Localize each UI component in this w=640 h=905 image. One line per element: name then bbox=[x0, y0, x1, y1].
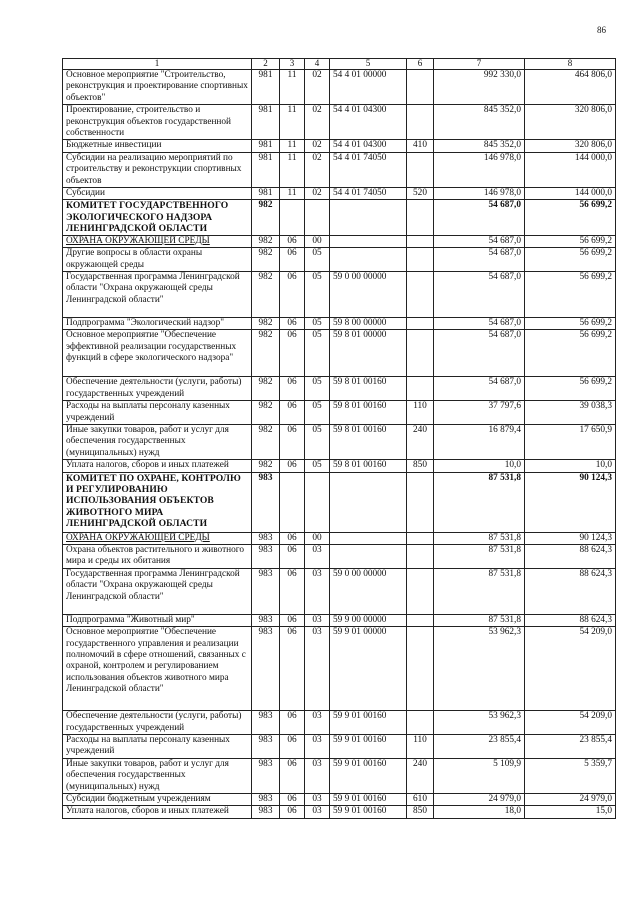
expense-type-cell bbox=[407, 105, 434, 140]
target-article-cell: 59 8 01 00160 bbox=[330, 460, 407, 472]
row-name-cell: Уплата налогов, сборов и иных платежей bbox=[63, 806, 252, 818]
header-cell: 8 bbox=[525, 59, 616, 70]
subsection-code-cell: 00 bbox=[305, 532, 330, 544]
section-code-cell: 06 bbox=[280, 235, 305, 247]
subsection-code-cell: 02 bbox=[305, 140, 330, 152]
amount-year2-cell: 10,0 bbox=[525, 460, 616, 472]
subsection-code-cell: 05 bbox=[305, 271, 330, 317]
amount-year2-cell: 88 624,3 bbox=[525, 568, 616, 614]
amount-year1-cell: 992 330,0 bbox=[434, 70, 525, 105]
table-row bbox=[63, 627, 616, 711]
budget-table bbox=[62, 58, 616, 819]
section-code-cell: 06 bbox=[280, 532, 305, 544]
row-name-cell: Основное мероприятие "Обеспечение эффективной реализации государственных функций в сфере экологического надзора" bbox=[63, 330, 252, 377]
subsection-code-cell: 05 bbox=[305, 460, 330, 472]
row-name-cell: КОМИТЕТ ПО ОХРАНЕ, КОНТРОЛЮ И РЕГУЛИРОВАНИЮ ИСПОЛЬЗОВАНИЯ ОБЪЕКТОВ ЖИВОТНОГО МИРА ЛЕНИНГРАДСКОЙ ОБЛАСТИ bbox=[63, 472, 252, 532]
header-cell: 3 bbox=[280, 59, 305, 70]
amount-year1-cell: 54 687,0 bbox=[434, 271, 525, 317]
table-row bbox=[63, 330, 616, 377]
ministry-code-cell: 982 bbox=[252, 235, 280, 247]
target-article-cell: 59 9 01 00160 bbox=[330, 735, 407, 759]
amount-year1-cell: 845 352,0 bbox=[434, 105, 525, 140]
expense-type-cell: 850 bbox=[407, 806, 434, 818]
section-code-cell: 06 bbox=[280, 806, 305, 818]
amount-year1-cell: 54 687,0 bbox=[434, 330, 525, 377]
section-code-cell: 06 bbox=[280, 248, 305, 272]
ministry-code-cell: 981 bbox=[252, 105, 280, 140]
amount-year2-cell: 23 855,4 bbox=[525, 735, 616, 759]
section-code-cell: 11 bbox=[280, 152, 305, 187]
section-code-cell: 11 bbox=[280, 140, 305, 152]
table-row bbox=[63, 401, 616, 425]
section-code-cell: 06 bbox=[280, 317, 305, 329]
target-article-cell: 54 4 01 74050 bbox=[330, 188, 407, 200]
table-row bbox=[63, 105, 616, 140]
table-row bbox=[63, 758, 616, 793]
amount-year1-cell: 146 978,0 bbox=[434, 152, 525, 187]
header-cell: 1 bbox=[63, 59, 252, 70]
amount-year2-cell: 56 699,2 bbox=[525, 271, 616, 317]
table-row bbox=[63, 424, 616, 459]
amount-year2-cell: 15,0 bbox=[525, 806, 616, 818]
target-article-cell bbox=[330, 544, 407, 568]
amount-year1-cell: 10,0 bbox=[434, 460, 525, 472]
row-name-cell: Расходы на выплаты персоналу казенных учреждений bbox=[63, 735, 252, 759]
expense-type-cell: 110 bbox=[407, 401, 434, 425]
target-article-cell bbox=[330, 472, 407, 532]
row-name-cell: Обеспечение деятельности (услуги, работы) государственных учреждений bbox=[63, 711, 252, 735]
target-article-cell: 59 8 01 00160 bbox=[330, 424, 407, 459]
subsection-code-cell: 05 bbox=[305, 248, 330, 272]
target-article-cell: 59 9 01 00160 bbox=[330, 794, 407, 806]
section-code-cell: 06 bbox=[280, 544, 305, 568]
target-article-cell: 59 8 01 00160 bbox=[330, 377, 407, 401]
ministry-code-cell: 983 bbox=[252, 614, 280, 626]
subsection-code-cell bbox=[305, 472, 330, 532]
target-article-cell: 54 4 01 00000 bbox=[330, 70, 407, 105]
section-row bbox=[63, 532, 616, 544]
row-name-cell: Проектирование, строительство и реконструкция объектов государственной собственности bbox=[63, 105, 252, 140]
ministry-code-cell: 982 bbox=[252, 401, 280, 425]
table-row bbox=[63, 188, 616, 200]
amount-year1-cell: 87 531,8 bbox=[434, 544, 525, 568]
header-cell: 2 bbox=[252, 59, 280, 70]
amount-year2-cell: 17 650,9 bbox=[525, 424, 616, 459]
section-code-cell: 06 bbox=[280, 735, 305, 759]
row-name-cell: Иные закупки товаров, работ и услуг для обеспечения государственных (муниципальных) нужд bbox=[63, 758, 252, 793]
amount-year1-cell: 87 531,8 bbox=[434, 614, 525, 626]
section-code-cell: 06 bbox=[280, 330, 305, 377]
subsection-code-cell bbox=[305, 200, 330, 235]
section-code-cell: 06 bbox=[280, 758, 305, 793]
target-article-cell: 59 8 01 00160 bbox=[330, 401, 407, 425]
expense-type-cell bbox=[407, 330, 434, 377]
expense-type-cell bbox=[407, 614, 434, 626]
ministry-code-cell: 983 bbox=[252, 472, 280, 532]
subsection-code-cell: 02 bbox=[305, 188, 330, 200]
expense-type-cell bbox=[407, 472, 434, 532]
header-cell: 6 bbox=[407, 59, 434, 70]
expense-type-cell bbox=[407, 70, 434, 105]
amount-year1-cell: 54 687,0 bbox=[434, 248, 525, 272]
amount-year1-cell: 54 687,0 bbox=[434, 200, 525, 235]
amount-year2-cell: 88 624,3 bbox=[525, 614, 616, 626]
header-cell: 4 bbox=[305, 59, 330, 70]
department-row bbox=[63, 200, 616, 235]
amount-year1-cell: 146 978,0 bbox=[434, 188, 525, 200]
section-code-cell: 06 bbox=[280, 568, 305, 614]
table-row bbox=[63, 152, 616, 187]
amount-year2-cell: 464 806,0 bbox=[525, 70, 616, 105]
amount-year2-cell: 56 699,2 bbox=[525, 248, 616, 272]
section-code-cell: 11 bbox=[280, 70, 305, 105]
section-code-cell: 06 bbox=[280, 794, 305, 806]
amount-year2-cell: 56 699,2 bbox=[525, 317, 616, 329]
amount-year2-cell: 56 699,2 bbox=[525, 200, 616, 235]
expense-type-cell bbox=[407, 317, 434, 329]
amount-year2-cell: 90 124,3 bbox=[525, 472, 616, 532]
table-row bbox=[63, 248, 616, 272]
section-code-cell: 11 bbox=[280, 105, 305, 140]
amount-year2-cell: 39 038,3 bbox=[525, 401, 616, 425]
subsection-code-cell: 05 bbox=[305, 330, 330, 377]
ministry-code-cell: 982 bbox=[252, 424, 280, 459]
subsection-code-cell: 05 bbox=[305, 424, 330, 459]
subsection-code-cell: 03 bbox=[305, 711, 330, 735]
subsection-code-cell: 03 bbox=[305, 568, 330, 614]
table-row bbox=[63, 711, 616, 735]
row-name-cell: Субсидии bbox=[63, 188, 252, 200]
table-row bbox=[63, 735, 616, 759]
section-code-cell: 06 bbox=[280, 424, 305, 459]
row-name-cell: Государственная программа Ленинградской области "Охрана окружающей среды Ленинградской области" bbox=[63, 568, 252, 614]
ministry-code-cell: 981 bbox=[252, 152, 280, 187]
row-name-cell: Расходы на выплаты персоналу казенных учреждений bbox=[63, 401, 252, 425]
ministry-code-cell: 983 bbox=[252, 794, 280, 806]
table-row bbox=[63, 317, 616, 329]
row-name-cell: Уплата налогов, сборов и иных платежей bbox=[63, 460, 252, 472]
row-name-cell: Основное мероприятие "Строительство, реконструкция и проектирование спортивных объектов" bbox=[63, 70, 252, 105]
expense-type-cell bbox=[407, 568, 434, 614]
amount-year2-cell: 88 624,3 bbox=[525, 544, 616, 568]
amount-year2-cell: 54 209,0 bbox=[525, 627, 616, 711]
ministry-code-cell: 982 bbox=[252, 200, 280, 235]
table-row bbox=[63, 794, 616, 806]
table-row bbox=[63, 544, 616, 568]
target-article-cell: 54 4 01 74050 bbox=[330, 152, 407, 187]
target-article-cell: 59 9 01 00160 bbox=[330, 711, 407, 735]
section-code-cell: 06 bbox=[280, 271, 305, 317]
section-code-cell: 11 bbox=[280, 188, 305, 200]
section-code-cell: 06 bbox=[280, 614, 305, 626]
ministry-code-cell: 983 bbox=[252, 532, 280, 544]
row-name-cell: Бюджетные инвестиции bbox=[63, 140, 252, 152]
table-row bbox=[63, 806, 616, 818]
ministry-code-cell: 981 bbox=[252, 140, 280, 152]
amount-year2-cell: 320 806,0 bbox=[525, 140, 616, 152]
page-number: 86 bbox=[597, 25, 606, 35]
amount-year2-cell: 56 699,2 bbox=[525, 330, 616, 377]
ministry-code-cell: 981 bbox=[252, 70, 280, 105]
target-article-cell: 59 9 01 00160 bbox=[330, 758, 407, 793]
expense-type-cell bbox=[407, 544, 434, 568]
target-article-cell: 59 0 00 00000 bbox=[330, 568, 407, 614]
ministry-code-cell: 983 bbox=[252, 758, 280, 793]
amount-year1-cell: 845 352,0 bbox=[434, 140, 525, 152]
amount-year1-cell: 54 687,0 bbox=[434, 317, 525, 329]
subsection-code-cell: 00 bbox=[305, 235, 330, 247]
target-article-cell bbox=[330, 532, 407, 544]
amount-year1-cell: 53 962,3 bbox=[434, 711, 525, 735]
amount-year1-cell: 87 531,8 bbox=[434, 472, 525, 532]
section-code-cell: 06 bbox=[280, 401, 305, 425]
target-article-cell: 59 8 00 00000 bbox=[330, 317, 407, 329]
section-code-cell bbox=[280, 200, 305, 235]
expense-type-cell: 520 bbox=[407, 188, 434, 200]
row-name-cell: Субсидии бюджетным учреждениям bbox=[63, 794, 252, 806]
amount-year1-cell: 54 687,0 bbox=[434, 377, 525, 401]
ministry-code-cell: 983 bbox=[252, 735, 280, 759]
ministry-code-cell: 983 bbox=[252, 568, 280, 614]
section-code-cell: 06 bbox=[280, 377, 305, 401]
amount-year2-cell: 24 979,0 bbox=[525, 794, 616, 806]
expense-type-cell bbox=[407, 627, 434, 711]
ministry-code-cell: 983 bbox=[252, 806, 280, 818]
target-article-cell: 59 8 01 00000 bbox=[330, 330, 407, 377]
amount-year2-cell: 56 699,2 bbox=[525, 377, 616, 401]
subsection-code-cell: 03 bbox=[305, 806, 330, 818]
target-article-cell: 59 9 00 00000 bbox=[330, 614, 407, 626]
section-code-cell: 06 bbox=[280, 460, 305, 472]
section-code-cell bbox=[280, 472, 305, 532]
row-name-cell: Обеспечение деятельности (услуги, работы) государственных учреждений bbox=[63, 377, 252, 401]
section-code-cell: 06 bbox=[280, 711, 305, 735]
ministry-code-cell: 981 bbox=[252, 188, 280, 200]
subsection-code-cell: 02 bbox=[305, 70, 330, 105]
target-article-cell: 59 9 01 00000 bbox=[330, 627, 407, 711]
table-row bbox=[63, 568, 616, 614]
subsection-code-cell: 05 bbox=[305, 377, 330, 401]
subsection-code-cell: 03 bbox=[305, 544, 330, 568]
amount-year1-cell: 18,0 bbox=[434, 806, 525, 818]
subsection-code-cell: 02 bbox=[305, 152, 330, 187]
expense-type-cell: 410 bbox=[407, 140, 434, 152]
table-row bbox=[63, 460, 616, 472]
row-name-cell: Другие вопросы в области охраны окружающей среды bbox=[63, 248, 252, 272]
expense-type-cell: 240 bbox=[407, 424, 434, 459]
amount-year1-cell: 37 797,6 bbox=[434, 401, 525, 425]
amount-year1-cell: 24 979,0 bbox=[434, 794, 525, 806]
target-article-cell: 54 4 01 04300 bbox=[330, 140, 407, 152]
expense-type-cell: 850 bbox=[407, 460, 434, 472]
expense-type-cell bbox=[407, 200, 434, 235]
expense-type-cell: 110 bbox=[407, 735, 434, 759]
target-article-cell: 54 4 01 04300 bbox=[330, 105, 407, 140]
table-row bbox=[63, 614, 616, 626]
ministry-code-cell: 982 bbox=[252, 317, 280, 329]
ministry-code-cell: 983 bbox=[252, 544, 280, 568]
target-article-cell bbox=[330, 248, 407, 272]
table-row bbox=[63, 377, 616, 401]
amount-year1-cell: 87 531,8 bbox=[434, 568, 525, 614]
table-row bbox=[63, 271, 616, 317]
amount-year1-cell: 87 531,8 bbox=[434, 532, 525, 544]
subsection-code-cell: 03 bbox=[305, 627, 330, 711]
amount-year2-cell: 90 124,3 bbox=[525, 532, 616, 544]
ministry-code-cell: 982 bbox=[252, 248, 280, 272]
amount-year1-cell: 23 855,4 bbox=[434, 735, 525, 759]
expense-type-cell: 610 bbox=[407, 794, 434, 806]
subsection-code-cell: 03 bbox=[305, 758, 330, 793]
expense-type-cell bbox=[407, 271, 434, 317]
row-name-cell: ОХРАНА ОКРУЖАЮЩЕЙ СРЕДЫ bbox=[63, 235, 252, 247]
row-name-cell: Иные закупки товаров, работ и услуг для обеспечения государственных (муниципальных) нужд bbox=[63, 424, 252, 459]
row-name-cell: ОХРАНА ОКРУЖАЮЩЕЙ СРЕДЫ bbox=[63, 532, 252, 544]
ministry-code-cell: 982 bbox=[252, 330, 280, 377]
expense-type-cell bbox=[407, 248, 434, 272]
row-name-cell: Охрана объектов растительного и животного мира и среды их обитания bbox=[63, 544, 252, 568]
amount-year2-cell: 320 806,0 bbox=[525, 105, 616, 140]
section-row bbox=[63, 235, 616, 247]
row-name-cell: Субсидии на реализацию мероприятий по строительству и реконструкции спортивных объектов bbox=[63, 152, 252, 187]
subsection-code-cell: 05 bbox=[305, 317, 330, 329]
ministry-code-cell: 982 bbox=[252, 377, 280, 401]
expense-type-cell bbox=[407, 377, 434, 401]
section-code-cell: 06 bbox=[280, 627, 305, 711]
header-cell: 7 bbox=[434, 59, 525, 70]
subsection-code-cell: 03 bbox=[305, 614, 330, 626]
amount-year2-cell: 56 699,2 bbox=[525, 235, 616, 247]
ministry-code-cell: 983 bbox=[252, 711, 280, 735]
table-body bbox=[63, 70, 616, 819]
header-cell: 5 bbox=[330, 59, 407, 70]
expense-type-cell bbox=[407, 152, 434, 187]
table-header-row bbox=[63, 59, 616, 70]
subsection-code-cell: 03 bbox=[305, 794, 330, 806]
department-row bbox=[63, 472, 616, 532]
expense-type-cell bbox=[407, 532, 434, 544]
amount-year1-cell: 53 962,3 bbox=[434, 627, 525, 711]
ministry-code-cell: 982 bbox=[252, 271, 280, 317]
row-name-cell: Основное мероприятие "Обеспечение государственного управления и реализации полномочий в сфере отношений, связанных с охраной, контролем и регулированием использования объектов животного мира Ленинградской области" bbox=[63, 627, 252, 711]
amount-year2-cell: 144 000,0 bbox=[525, 152, 616, 187]
amount-year1-cell: 54 687,0 bbox=[434, 235, 525, 247]
expense-type-cell bbox=[407, 235, 434, 247]
expense-type-cell bbox=[407, 711, 434, 735]
row-name-cell: Государственная программа Ленинградской области "Охрана окружающей среды Ленинградской области" bbox=[63, 271, 252, 317]
row-name-cell: Подпрограмма "Животный мир" bbox=[63, 614, 252, 626]
target-article-cell bbox=[330, 200, 407, 235]
table-row bbox=[63, 140, 616, 152]
subsection-code-cell: 03 bbox=[305, 735, 330, 759]
target-article-cell bbox=[330, 235, 407, 247]
target-article-cell: 59 0 00 00000 bbox=[330, 271, 407, 317]
expense-type-cell: 240 bbox=[407, 758, 434, 793]
subsection-code-cell: 05 bbox=[305, 401, 330, 425]
table-row bbox=[63, 70, 616, 105]
amount-year2-cell: 144 000,0 bbox=[525, 188, 616, 200]
amount-year1-cell: 5 109,9 bbox=[434, 758, 525, 793]
subsection-code-cell: 02 bbox=[305, 105, 330, 140]
ministry-code-cell: 982 bbox=[252, 460, 280, 472]
amount-year2-cell: 54 209,0 bbox=[525, 711, 616, 735]
row-name-cell: КОМИТЕТ ГОСУДАРСТВЕННОГО ЭКОЛОГИЧЕСКОГО НАДЗОРА ЛЕНИНГРАДСКОЙ ОБЛАСТИ bbox=[63, 200, 252, 235]
target-article-cell: 59 9 01 00160 bbox=[330, 806, 407, 818]
amount-year2-cell: 5 359,7 bbox=[525, 758, 616, 793]
ministry-code-cell: 983 bbox=[252, 627, 280, 711]
amount-year1-cell: 16 879,4 bbox=[434, 424, 525, 459]
row-name-cell: Подпрограмма "Экологический надзор" bbox=[63, 317, 252, 329]
